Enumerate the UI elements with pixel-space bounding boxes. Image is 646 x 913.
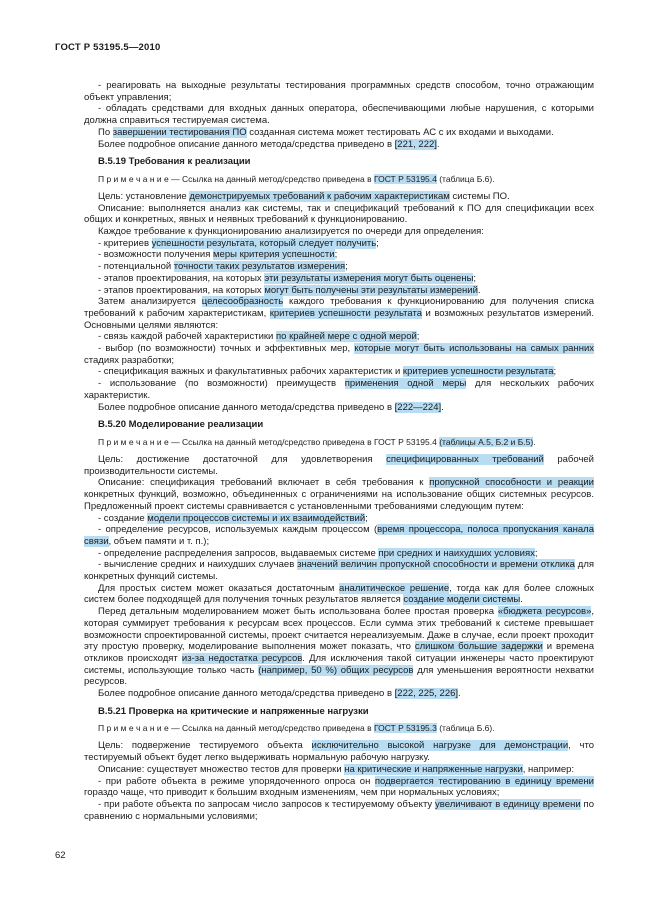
highlighted-text: могут быть получены эти результаты измерений [264, 284, 478, 296]
highlighted-text: исключительно высокой нагрузке для демонстрации [311, 740, 569, 752]
text-segment: - создание [98, 512, 148, 524]
highlighted-text: создание модели системы [403, 594, 521, 606]
text-segment: ; [473, 272, 477, 284]
text-segment: - связь каждой рабочей характеристики [98, 331, 277, 343]
section-heading [84, 706, 594, 718]
text-segment: В.5.19 Требования к реализации [98, 156, 251, 168]
text-segment: ; [345, 261, 348, 273]
paragraph [84, 273, 594, 285]
highlighted-text: меры критерия успешности [213, 249, 335, 261]
highlighted-text: ГОСТ Р 53195.4 [373, 173, 437, 184]
section-heading [84, 419, 594, 431]
paragraph [84, 226, 594, 238]
text-segment: ; [376, 237, 379, 249]
document-body [84, 80, 594, 822]
paragraph [84, 238, 594, 250]
highlighted-text: на критические и напряженные нагрузки [344, 763, 523, 775]
text-segment: Цель: подвержение тестируемого объекта [98, 740, 312, 752]
highlighted-text: критериев успешности результата [269, 307, 423, 319]
paragraph [84, 80, 594, 103]
highlighted-text: критериев успешности результата [402, 366, 554, 378]
text-segment: П р и м е ч а н и е — Ссылка на данный метод/средство приведена в [98, 173, 374, 184]
highlighted-text: которые могут быть использованы на самых ранних [354, 343, 594, 355]
text-segment: - реагировать на выходные результаты тестирования программных средств способом, точно отражающим объект управления; [84, 80, 594, 103]
text-segment: - этапов проектирования, на которых [98, 272, 265, 284]
text-segment: - этапов проектирования, на которых [98, 284, 265, 296]
highlighted-text: эти результаты измерения могут быть оценены [264, 272, 474, 284]
text-segment: гораздо чаще, что приводит к большим входным изменениям, чем при нормальных условиях; [84, 787, 500, 799]
text-segment: и возможных результатов измерений. Основными целями являются: [84, 307, 594, 331]
text-segment: , тогда как для более сложных систем более подходящей для получения точных результатов является [84, 582, 594, 606]
highlighted-text: ГОСТ Р 53195.3 [373, 723, 437, 734]
text-segment: (таблица Б.6). [436, 173, 495, 184]
text-segment: - вычисление средних и наихудших случаев [98, 559, 298, 571]
paragraph [84, 764, 594, 776]
text-segment: П р и м е ч а н и е — Ссылка на данный метод/средство приведена в [98, 723, 374, 734]
text-segment: Перед детальным моделированием может быть использована более простая проверка [98, 606, 498, 618]
paragraph [84, 139, 594, 151]
highlighted-text: успешности результата, который следует получить [151, 237, 377, 249]
text-segment: ; [365, 512, 368, 524]
text-segment: рабочей производительности системы. [84, 453, 594, 477]
text-segment: - спецификация важных и факультативных рабочих характеристик и [98, 366, 403, 378]
highlighted-text: специфицированных требований [386, 453, 544, 465]
text-segment: - критериев [98, 237, 152, 249]
paragraph [84, 366, 594, 378]
highlighted-text: точности таких результатов измерения [173, 261, 346, 273]
paragraph [84, 454, 594, 477]
note-paragraph [84, 437, 594, 448]
text-segment: . Для исключения такой ситуации инженеры часто проектируют системы, использующие только часть [84, 652, 594, 676]
section-heading [84, 156, 594, 168]
highlighted-text: (например, 50 %) общих ресурсов [258, 664, 414, 676]
text-segment: ; [534, 547, 538, 559]
paragraph [84, 103, 594, 126]
highlighted-text: применения одной меры [344, 378, 467, 390]
paragraph [84, 203, 594, 226]
text-segment: - возможности получения [98, 249, 213, 261]
page-number: 62 [55, 850, 66, 861]
text-segment: для уменьшения вероятности нехватки ресурсов. [84, 664, 594, 688]
paragraph [84, 740, 594, 763]
text-segment: По [98, 126, 113, 138]
text-segment: ; [416, 331, 420, 343]
text-segment: Цель: установление [98, 190, 190, 202]
running-header: ГОСТ Р 53195.5—2010 [55, 42, 161, 53]
text-segment: . [520, 594, 523, 606]
highlighted-text: при средних и наихудших условиях [378, 547, 535, 559]
paragraph [84, 331, 594, 343]
highlighted-text: демонстрируемых требований к рабочим характеристикам [189, 190, 450, 202]
text-segment: - определение ресурсов, используемых каждым процессом ( [98, 524, 378, 536]
text-segment: и времена откликов происходят [84, 641, 594, 664]
text-segment: В.5.21 Проверка на критические и напряженные нагрузки [98, 705, 369, 717]
text-segment: системы ПО. [449, 190, 510, 202]
text-segment: Каждое требование к функционированию анализируется по очереди для определения: [98, 226, 484, 238]
highlighted-text: время процессора, полоса пропускания канала связи [84, 524, 594, 547]
paragraph [84, 688, 594, 700]
highlighted-text: увеличивают в единицу времени [435, 798, 581, 810]
text-segment: . [441, 401, 444, 413]
text-segment: (таблица Б.6). [436, 723, 495, 734]
text-segment: - при работе объекта по запросам число запросов к тестируемому объекту [98, 798, 436, 810]
text-segment: ; [553, 366, 557, 378]
text-segment: - выбор (по возможности) точных и эффективных мер, [98, 343, 355, 355]
text-segment: ; [334, 249, 338, 261]
text-segment: Более подробное описание данного метода/средства приведено в [98, 401, 395, 413]
text-segment: Цель: достижение достаточной для удовлетворения [98, 453, 387, 465]
paragraph [84, 249, 594, 261]
paragraph [84, 191, 594, 203]
text-segment: созданная система может тестировать АС с их входами и выходами. [246, 126, 554, 138]
text-segment: Затем анализируется [98, 296, 202, 308]
paragraph [84, 559, 594, 582]
text-segment: - использование (по возможности) преимуществ [98, 378, 345, 390]
paragraph [84, 548, 594, 560]
note-paragraph [84, 723, 594, 734]
text-segment: . [458, 688, 461, 700]
text-segment: , что тестируемый объект будет легко выдерживать нормальную рабочую нагрузку. [84, 740, 594, 764]
highlighted-text: по крайней мере с одной мерой [276, 331, 417, 343]
text-segment: , которая суммирует требования к ресурсам всех процессов. Если сумма этих требований к системе превышает возможности спроектированной системы, проект считается нереализуемым. Даже в случае, если проект проходит эту простую проверку, моделирование выполнения может показать, что [84, 606, 595, 653]
highlighted-text: аналитическое решение [339, 582, 450, 594]
paragraph [84, 477, 594, 512]
paragraph [84, 513, 594, 525]
text-segment: - обладать средствами для входных данных оператора, обеспечивающими любые нарушения, с которыми должна справиться тестируемая система. [84, 103, 594, 127]
text-segment: . [436, 138, 440, 150]
highlighted-text: пропускной способности и реакции [429, 477, 594, 489]
highlighted-text: [222—224] [394, 401, 442, 413]
text-segment: по сравнению с нормальными условиями; [84, 798, 594, 822]
highlighted-text: слишком большие задержки [414, 641, 543, 653]
paragraph [84, 285, 594, 297]
text-segment: для нескольких рабочих характеристик. [84, 378, 595, 401]
highlighted-text: значений величин пропускной способности и времени отклика [297, 559, 575, 571]
text-segment: каждого требования к функционированию для получения списка требований к рабочим характеристикам, [84, 296, 594, 319]
text-segment: - потенциальной [98, 261, 174, 273]
paragraph [84, 583, 594, 606]
text-segment: П р и м е ч а н и е — Ссылка на данный метод/средство приведена в ГОСТ Р 53195.4 [98, 436, 440, 447]
text-segment: - при работе объекта в режиме упорядоченного опроса он [98, 775, 375, 787]
paragraph [84, 606, 594, 688]
paragraph [84, 296, 594, 331]
paragraph [84, 402, 594, 414]
text-segment: конкретных функций, возможно, объединенных с ограничениями на использование общих системных ресурсов. Предложенный проект системы сравнивается с установленными требованиями следующим путем: [84, 489, 594, 512]
text-segment: Описание: спецификация требований включает в себя требования к [98, 477, 430, 489]
text-segment: Более подробное описание данного метода/средства приведено в [98, 138, 395, 150]
highlighted-text: [221, 222] [394, 138, 437, 150]
highlighted-text: (таблицы А.5, Б.2 и Б.5) [439, 436, 534, 447]
paragraph [84, 378, 594, 401]
text-segment: стадиях разработки; [84, 354, 175, 366]
text-segment: для конкретных функций системы. [84, 559, 595, 583]
highlighted-text: из-за недостатка ресурсов [181, 652, 303, 664]
text-segment: , например: [522, 763, 575, 775]
text-segment: Описание: существует множество тестов для проверки [98, 763, 345, 775]
note-paragraph [84, 174, 594, 185]
paragraph [84, 776, 594, 799]
text-segment: В.5.20 Моделирование реализации [98, 419, 264, 431]
text-segment: Для простых систем может оказаться достаточным [98, 582, 340, 594]
highlighted-text: [222, 225, 226] [394, 688, 459, 700]
highlighted-text: целесообразность [201, 296, 284, 308]
paragraph [84, 343, 594, 366]
paragraph [84, 799, 594, 822]
text-segment: - определение распределения запросов, выдаваемых системе [98, 547, 379, 559]
text-segment: Описание: выполняется анализ как системы, так и спецификаций требований к ПО для спецификации всех общих и конкретных, явных и неявных требований к функционированию. [84, 202, 594, 226]
text-segment: , объем памяти и т. п.); [108, 535, 210, 547]
paragraph [84, 261, 594, 273]
text-segment: . [477, 284, 481, 296]
paragraph [84, 127, 594, 139]
text-segment: Более подробное описание данного метода/средства приведено в [98, 688, 395, 700]
highlighted-text: завершении тестирования ПО [112, 126, 247, 138]
text-segment: . [533, 436, 536, 447]
highlighted-text: подвергается тестированию в единицу времени [374, 775, 594, 787]
paragraph [84, 524, 594, 547]
highlighted-text: модели процессов системы и их взаимодействий [147, 512, 366, 524]
highlighted-text: «бюджета ресурсов» [497, 606, 592, 618]
